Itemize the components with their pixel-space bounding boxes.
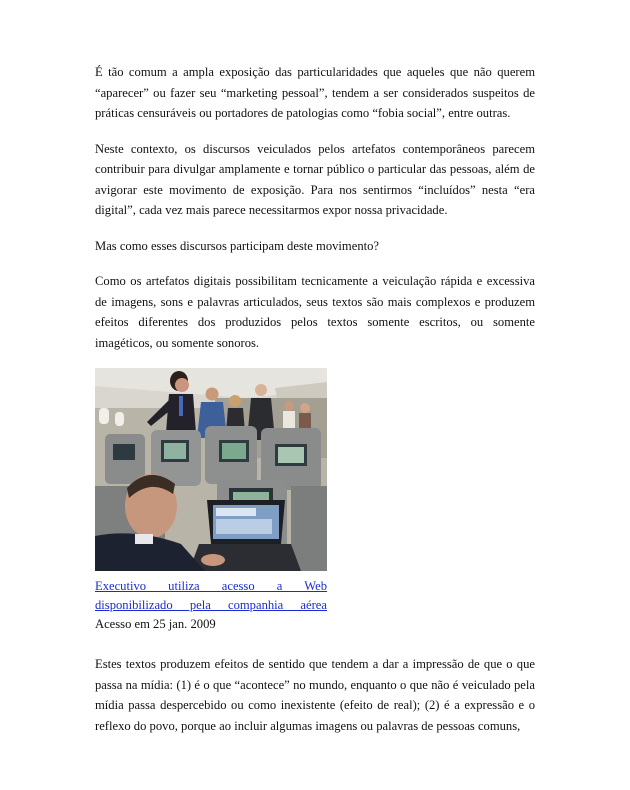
airplane-cabin-photo — [95, 368, 327, 571]
figure — [95, 368, 327, 634]
paragraph-5: Estes textos produzem efeitos de sentido que tendem a dar a impressão de que o que passa na mídia: (1) é o que “acontece” no mundo, enquanto o que não é veiculado pela mídia passa despercebido ou como inexistente (efeito de real); (2) é a expressão e o reflexo do povo, porque ao incluir algumas imagens ou palavras de pessoas comuns, — [95, 657, 535, 733]
paragraph-2: Neste contexto, os discursos veiculados pelos artefatos contemporâneos parecem contribuir para divulgar amplamente e tornar público o particular das pessoas, além de avigorar este movimento de exposição. Para nos sentirmos “incluídos” nesta “era digital”, cada vez mais parece necessitarmos expor nossa privacidade. — [95, 141, 535, 217]
paragraph-1: É tão comum a ampla exposição das particularidades que aqueles que não querem “aparecer” ou fazer seu “marketing pessoal”, tendem a ser considerados suspeitos de práticas censuráveis ou portadores de patologias como “fobia social”, entre outras. — [95, 65, 535, 120]
paragraph-4: Como os artefatos digitais possibilitam tecnicamente a veiculação rápida e excessiva de imagens, sons e palavras articulados, seus textos são mais complexos e produzem efeitos diferentes dos produzidos pelos textos somente escritos, ou somente imagéticos, ou somente sonoros. — [95, 274, 535, 350]
access-date: Acesso em 25 jan. 2009 — [95, 617, 216, 631]
caption-line-2: disponibilizado pela companhia aérea — [95, 598, 327, 612]
paragraph-3: Mas como esses discursos participam deste movimento? — [95, 238, 379, 253]
figure-caption-link[interactable] — [95, 577, 327, 615]
caption-line-1: Executivo utiliza acesso a Web — [95, 579, 327, 593]
spacer — [95, 634, 535, 654]
document-page — [95, 62, 535, 736]
